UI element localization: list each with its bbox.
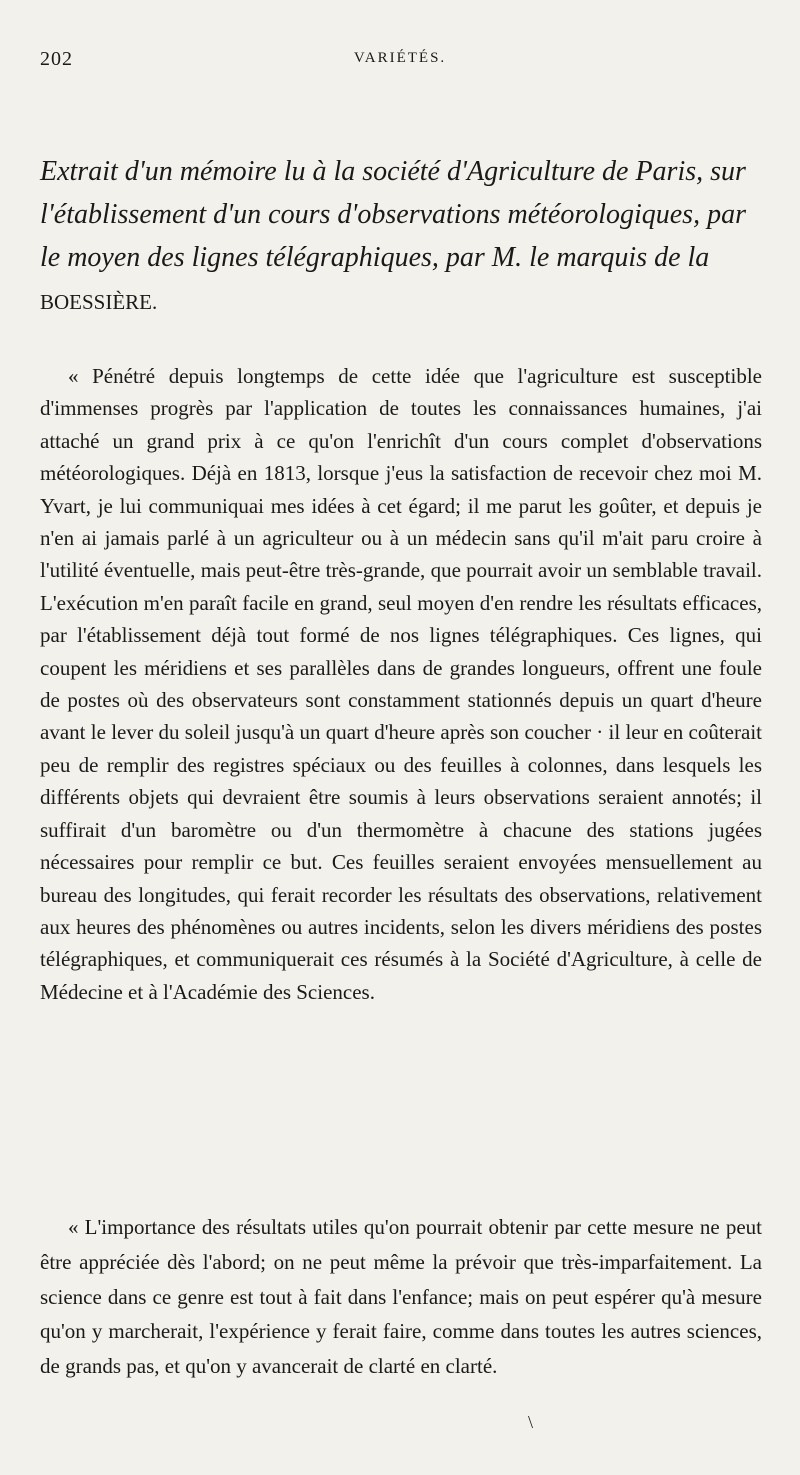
article-title [40,150,762,324]
end-mark: \ [528,1412,534,1432]
page-number: 202 [40,48,73,70]
body-paragraph: « Pénétré depuis longtemps de cette idée que l'agriculture est susceptible d'immenses progrès par l'application de toutes les connaissances humaines, j'ai attaché un grand prix à ce qu'on l'enrichît d'un cours complet d'observations météorologiques. Déjà en 1813, lorsque j'eus la satisfaction de recevoir chez moi M. Yvart, je lui communiquai mes idées à cet égard; il me parut les goûter, et depuis je n'en ai jamais parlé à un agriculteur ou à un médecin sans qu'il m'ait paru croire à l'utilité éventuelle, mais peut-être très-grande, que pourrait avoir un semblable travail. L'exécution m'en paraît facile en grand, seul moyen d'en rendre les résultats efficaces, par l'établissement déjà tout formé de nos lignes télégraphiques. Ces lignes, qui coupent les méridiens et ses parallèles dans de grandes longueurs, offrent une foule de postes où des observateurs sont constamment stationnés depuis un quart d'heure avant le lever du soleil jusqu'à un quart d'heure après son coucher · il leur en coûterait peu de remplir des registres spéciaux ou des feuilles à colonnes, dans lesquels les différents objets qui devraient être soumis à leurs observations seraient annotés; il suffirait d'un baromètre ou d'un thermomètre à chacune des stations jugées nécessaires pour remplir ce but. Ces feuilles seraient envoyées mensuellement au bureau des longitudes, qui ferait recorder les résultats des observations, relativement aux heures des phénomènes ou autres incidents, selon les divers méridiens des postes télégraphiques, et communiquerait ces résumés à la Société d'Agriculture, à celle de Médecine et à l'Académie des Sciences. [40,364,762,1004]
article-title-text: Extrait d'un mémoire lu à la société d'Agriculture de Paris, sur l'établissement d'un cours d'observations météorologiques, par le moyen des lignes télégraphiques, par M. le marquis de la [40,156,746,273]
paragraph-block-1 [40,360,762,1008]
running-head [40,48,760,78]
body-paragraph: « L'importance des résultats utiles qu'on pourrait obtenir par cette mesure ne peut être appréciée dès l'abord; on ne peut même la prévoir que très-imparfaitement. La science dans ce genre est tout à fait dans l'enfance; mais on peut espérer qu'à mesure qu'on y marcherait, l'expérience y ferait faire, comme dans toutes les autres sciences, de grands pas, et qu'on y avancerait de clarté en clarté. [40,1215,762,1379]
author-name: BOESSIÈRE. [40,290,158,314]
paragraph-block-2 [40,1210,762,1384]
section-title: VARIÉTÉS. [353,50,447,66]
